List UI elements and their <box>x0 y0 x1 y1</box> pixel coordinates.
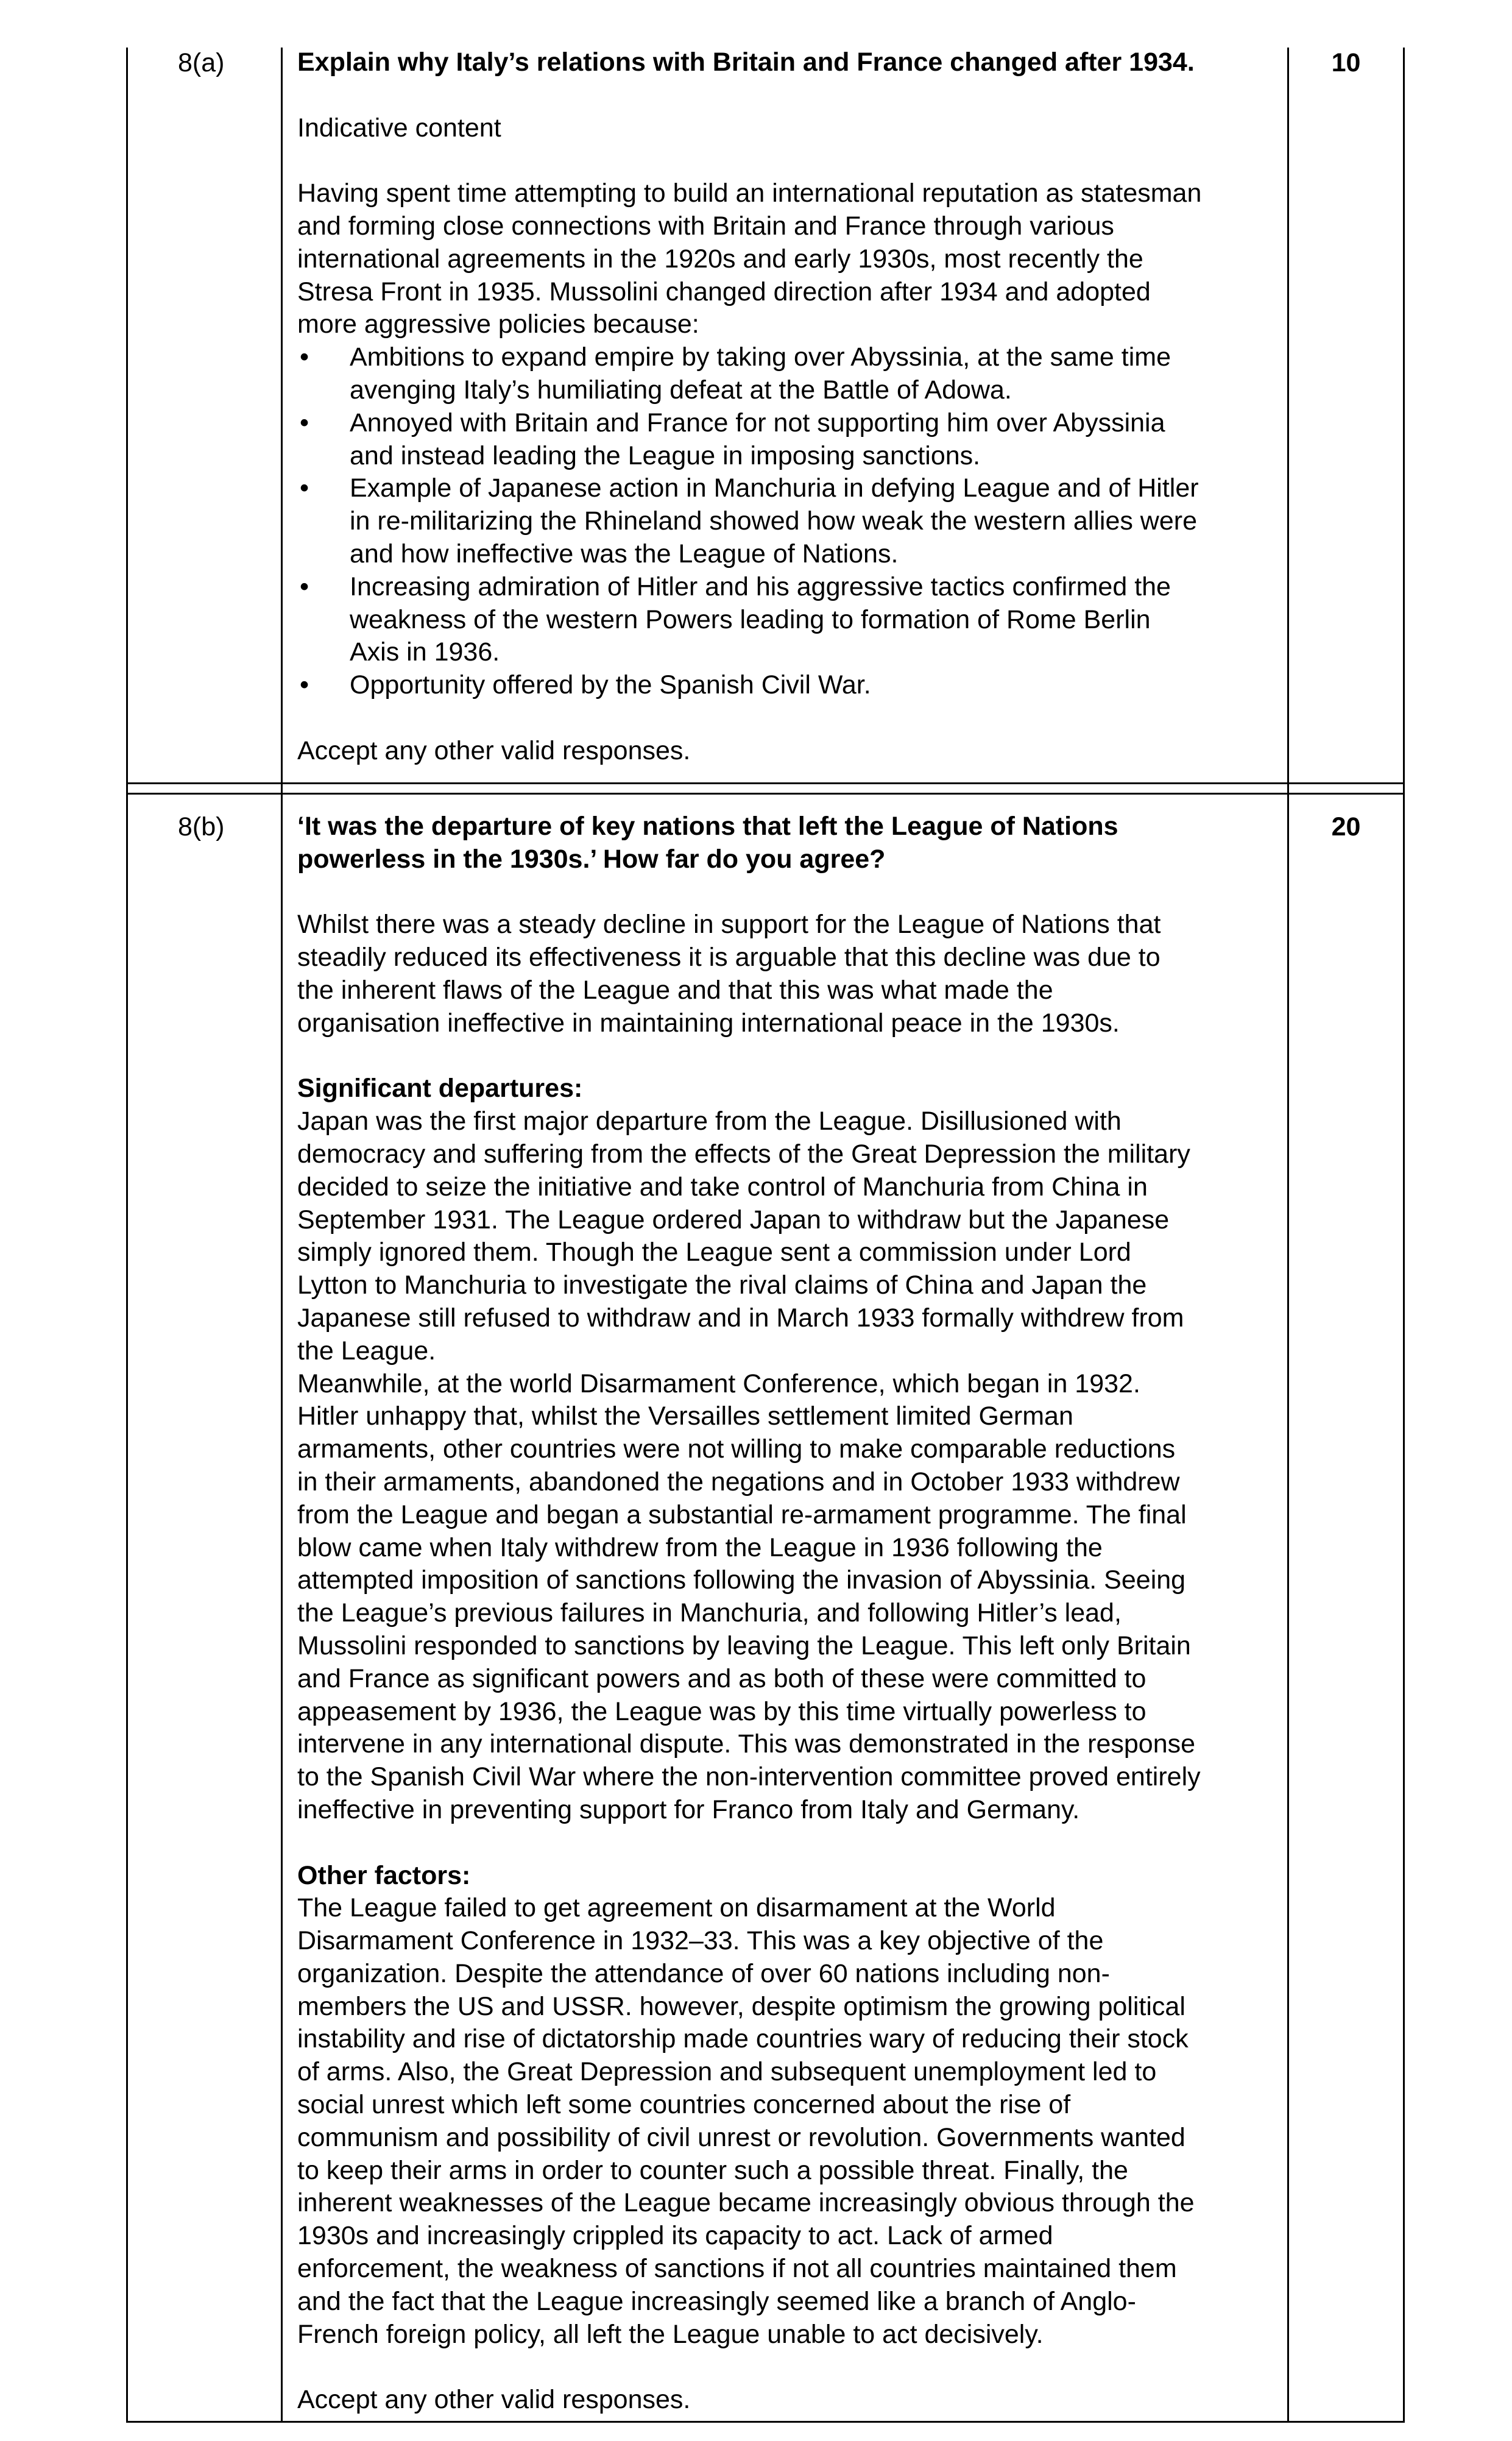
marks-8b: 20 <box>1331 812 1361 841</box>
table-border-right <box>1403 48 1405 2423</box>
body-line: attempted imposition of sanctions following the invasion of Abyssinia. Seeing <box>297 1565 1186 1595</box>
body-line: Japan was the first major departure from the League. Disillusioned with <box>297 1107 1122 1136</box>
list-item-line: Opportunity offered by the Spanish Civil War. <box>350 670 871 700</box>
closing-note-8b: Accept any other valid responses. <box>297 2385 691 2415</box>
answer-cell-8b <box>297 810 1278 2417</box>
list-item <box>297 571 1278 669</box>
column-divider-marks <box>1287 48 1289 2423</box>
list-item-line: Ambitions to expand empire by taking over Abyssinia, at the same time <box>350 342 1171 372</box>
list-item-line: weakness of the western Powers leading to formation of Rome Berlin <box>350 604 1151 634</box>
question-text-8a: Explain why Italy’s relations with Britain and France changed after 1934. <box>297 48 1195 77</box>
list-item <box>297 341 1278 407</box>
body-line: enforcement, the weakness of sanctions if not all countries maintained them <box>297 2254 1177 2284</box>
body-line: communism and possibility of civil unrest or revolution. Governments wanted <box>297 2122 1185 2152</box>
body-line: the League’s previous failures in Manchuria, and following Hitler’s lead, <box>297 1598 1122 1628</box>
intro-line: Having spent time attempting to build an international reputation as statesman <box>297 179 1202 208</box>
body-line: Disarmament Conference in 1932–33. This was a key objective of the <box>297 1926 1104 1956</box>
body-line: Hitler unhappy that, whilst the Versailles settlement limited German <box>297 1401 1073 1431</box>
list-item-line: avenging Italy’s humiliating defeat at the Battle of Adowa. <box>350 375 1012 405</box>
body-line: appeasement by 1936, the League was by this time virtually powerless to <box>297 1696 1146 1726</box>
marks-8a: 10 <box>1331 48 1361 77</box>
intro-line: international agreements in the 1920s and early 1930s, most recently the <box>297 244 1143 274</box>
body-line: blow came when Italy withdrew from the League in 1936 following the <box>297 1532 1103 1562</box>
body-line: to the Spanish Civil War where the non-intervention committee proved entirely <box>297 1762 1201 1792</box>
reasons-list <box>297 341 1278 702</box>
bullet-icon: • <box>300 572 309 601</box>
list-item <box>297 669 1278 702</box>
list-item-line: Example of Japanese action in Manchuria in defying League and of Hitler <box>350 473 1199 503</box>
intro-line: and forming close connections with Britain and France through various <box>297 211 1114 241</box>
table-border-bottom <box>126 2421 1405 2423</box>
list-item-line: in re-militarizing the Rhineland showed how weak the western allies were <box>350 506 1198 536</box>
list-item-line: Annoyed with Britain and France for not supporting him over Abyssinia <box>350 408 1165 438</box>
list-item <box>297 472 1278 570</box>
body-line: September 1931. The League ordered Japan to withdraw but the Japanese <box>297 1205 1170 1235</box>
intro-line: the inherent flaws of the League and that this was what made the <box>297 975 1053 1005</box>
question-text-line: powerless in the 1930s.’ How far do you agree? <box>297 844 886 874</box>
intro-line: organisation ineffective in maintaining international peace in the 1930s. <box>297 1008 1120 1038</box>
body-line: simply ignored them. Though the League sent a commission under Lord <box>297 1238 1131 1267</box>
section-heading-departures: Significant departures: <box>297 1074 583 1104</box>
body-line: Mussolini responded to sanctions by leaving the League. This left only Britain <box>297 1631 1191 1660</box>
bullet-icon: • <box>300 342 309 372</box>
intro-line: Whilst there was a steady decline in support for the League of Nations that <box>297 910 1161 940</box>
body-line: members the US and USSR. however, despite optimism the growing political <box>297 1991 1185 2021</box>
body-line: inherent weaknesses of the League became increasingly obvious through the <box>297 2188 1195 2218</box>
body-line: ineffective in preventing support for Franco from Italy and Germany. <box>297 1794 1080 1824</box>
list-item <box>297 407 1278 473</box>
body-line: Japanese still refused to withdraw and in March 1933 formally withdrew from <box>297 1303 1184 1333</box>
body-line: Lytton to Manchuria to investigate the rival claims of China and Japan the <box>297 1270 1147 1300</box>
body-line: armaments, other countries were not willing to make comparable reductions <box>297 1434 1176 1464</box>
closing-note-8a: Accept any other valid responses. <box>297 735 691 765</box>
body-line: 1930s and increasingly crippled its capacity to act. Lack of armed <box>297 2221 1053 2251</box>
body-line: democracy and suffering from the effects of the Great Depression the military <box>297 1139 1190 1169</box>
question-number-8b: 8(b) <box>178 812 225 841</box>
row-divider-bottom <box>126 793 1405 795</box>
list-item-line: and instead leading the League in imposing sanctions. <box>350 441 981 470</box>
body-line: to keep their arms in order to counter such a possible threat. Finally, the <box>297 2155 1128 2185</box>
table-border-left <box>126 48 128 2423</box>
intro-line: steadily reduced its effectiveness it is arguable that this decline was due to <box>297 943 1160 973</box>
body-line: the League. <box>297 1336 436 1366</box>
bullet-icon: • <box>300 473 309 503</box>
body-line: and the fact that the League increasingly seemed like a branch of Anglo- <box>297 2286 1136 2316</box>
question-text-line: ‘It was the departure of key nations that left the League of Nations <box>297 812 1118 841</box>
intro-line: Stresa Front in 1935. Mussolini changed direction after 1934 and adopted <box>297 277 1151 306</box>
body-line: decided to seize the initiative and take control of Manchuria from China in <box>297 1172 1148 1202</box>
body-line: from the League and began a substantial re-armament programme. The final <box>297 1500 1187 1529</box>
body-line: of arms. Also, the Great Depression and subsequent unemployment led to <box>297 2057 1157 2087</box>
answer-cell-8a <box>297 46 1278 768</box>
body-line: social unrest which left some countries concerned about the rise of <box>297 2090 1071 2120</box>
list-item-line: Increasing admiration of Hitler and his aggressive tactics confirmed the <box>350 572 1171 601</box>
body-line: French foreign policy, all left the League unable to act decisively. <box>297 2319 1044 2349</box>
bullet-icon: • <box>300 408 309 438</box>
list-item-line: and how ineffective was the League of Nations. <box>350 539 899 569</box>
body-line: instability and rise of dictatorship made countries wary of reducing their stock <box>297 2024 1189 2054</box>
question-number-8a: 8(a) <box>178 48 225 77</box>
intro-line: more aggressive policies because: <box>297 310 699 339</box>
section-heading-other-factors: Other factors: <box>297 1860 471 1890</box>
indicative-content-label: Indicative content <box>297 113 501 143</box>
row-divider-top <box>126 782 1405 784</box>
body-line: organization. Despite the attendance of over 60 nations including non- <box>297 1958 1110 1988</box>
column-divider-number <box>281 48 283 2423</box>
body-line: and France as significant powers and as both of these were committed to <box>297 1663 1146 1693</box>
bullet-icon: • <box>300 670 309 700</box>
body-line: The League failed to get agreement on disarmament at the World <box>297 1893 1056 1923</box>
list-item-line: Axis in 1936. <box>350 637 500 667</box>
body-line: intervene in any international dispute. This was demonstrated in the response <box>297 1729 1196 1759</box>
body-line: in their armaments, abandoned the negations and in October 1933 withdrew <box>297 1467 1180 1497</box>
body-line: Meanwhile, at the world Disarmament Conference, which began in 1932. <box>297 1369 1140 1398</box>
